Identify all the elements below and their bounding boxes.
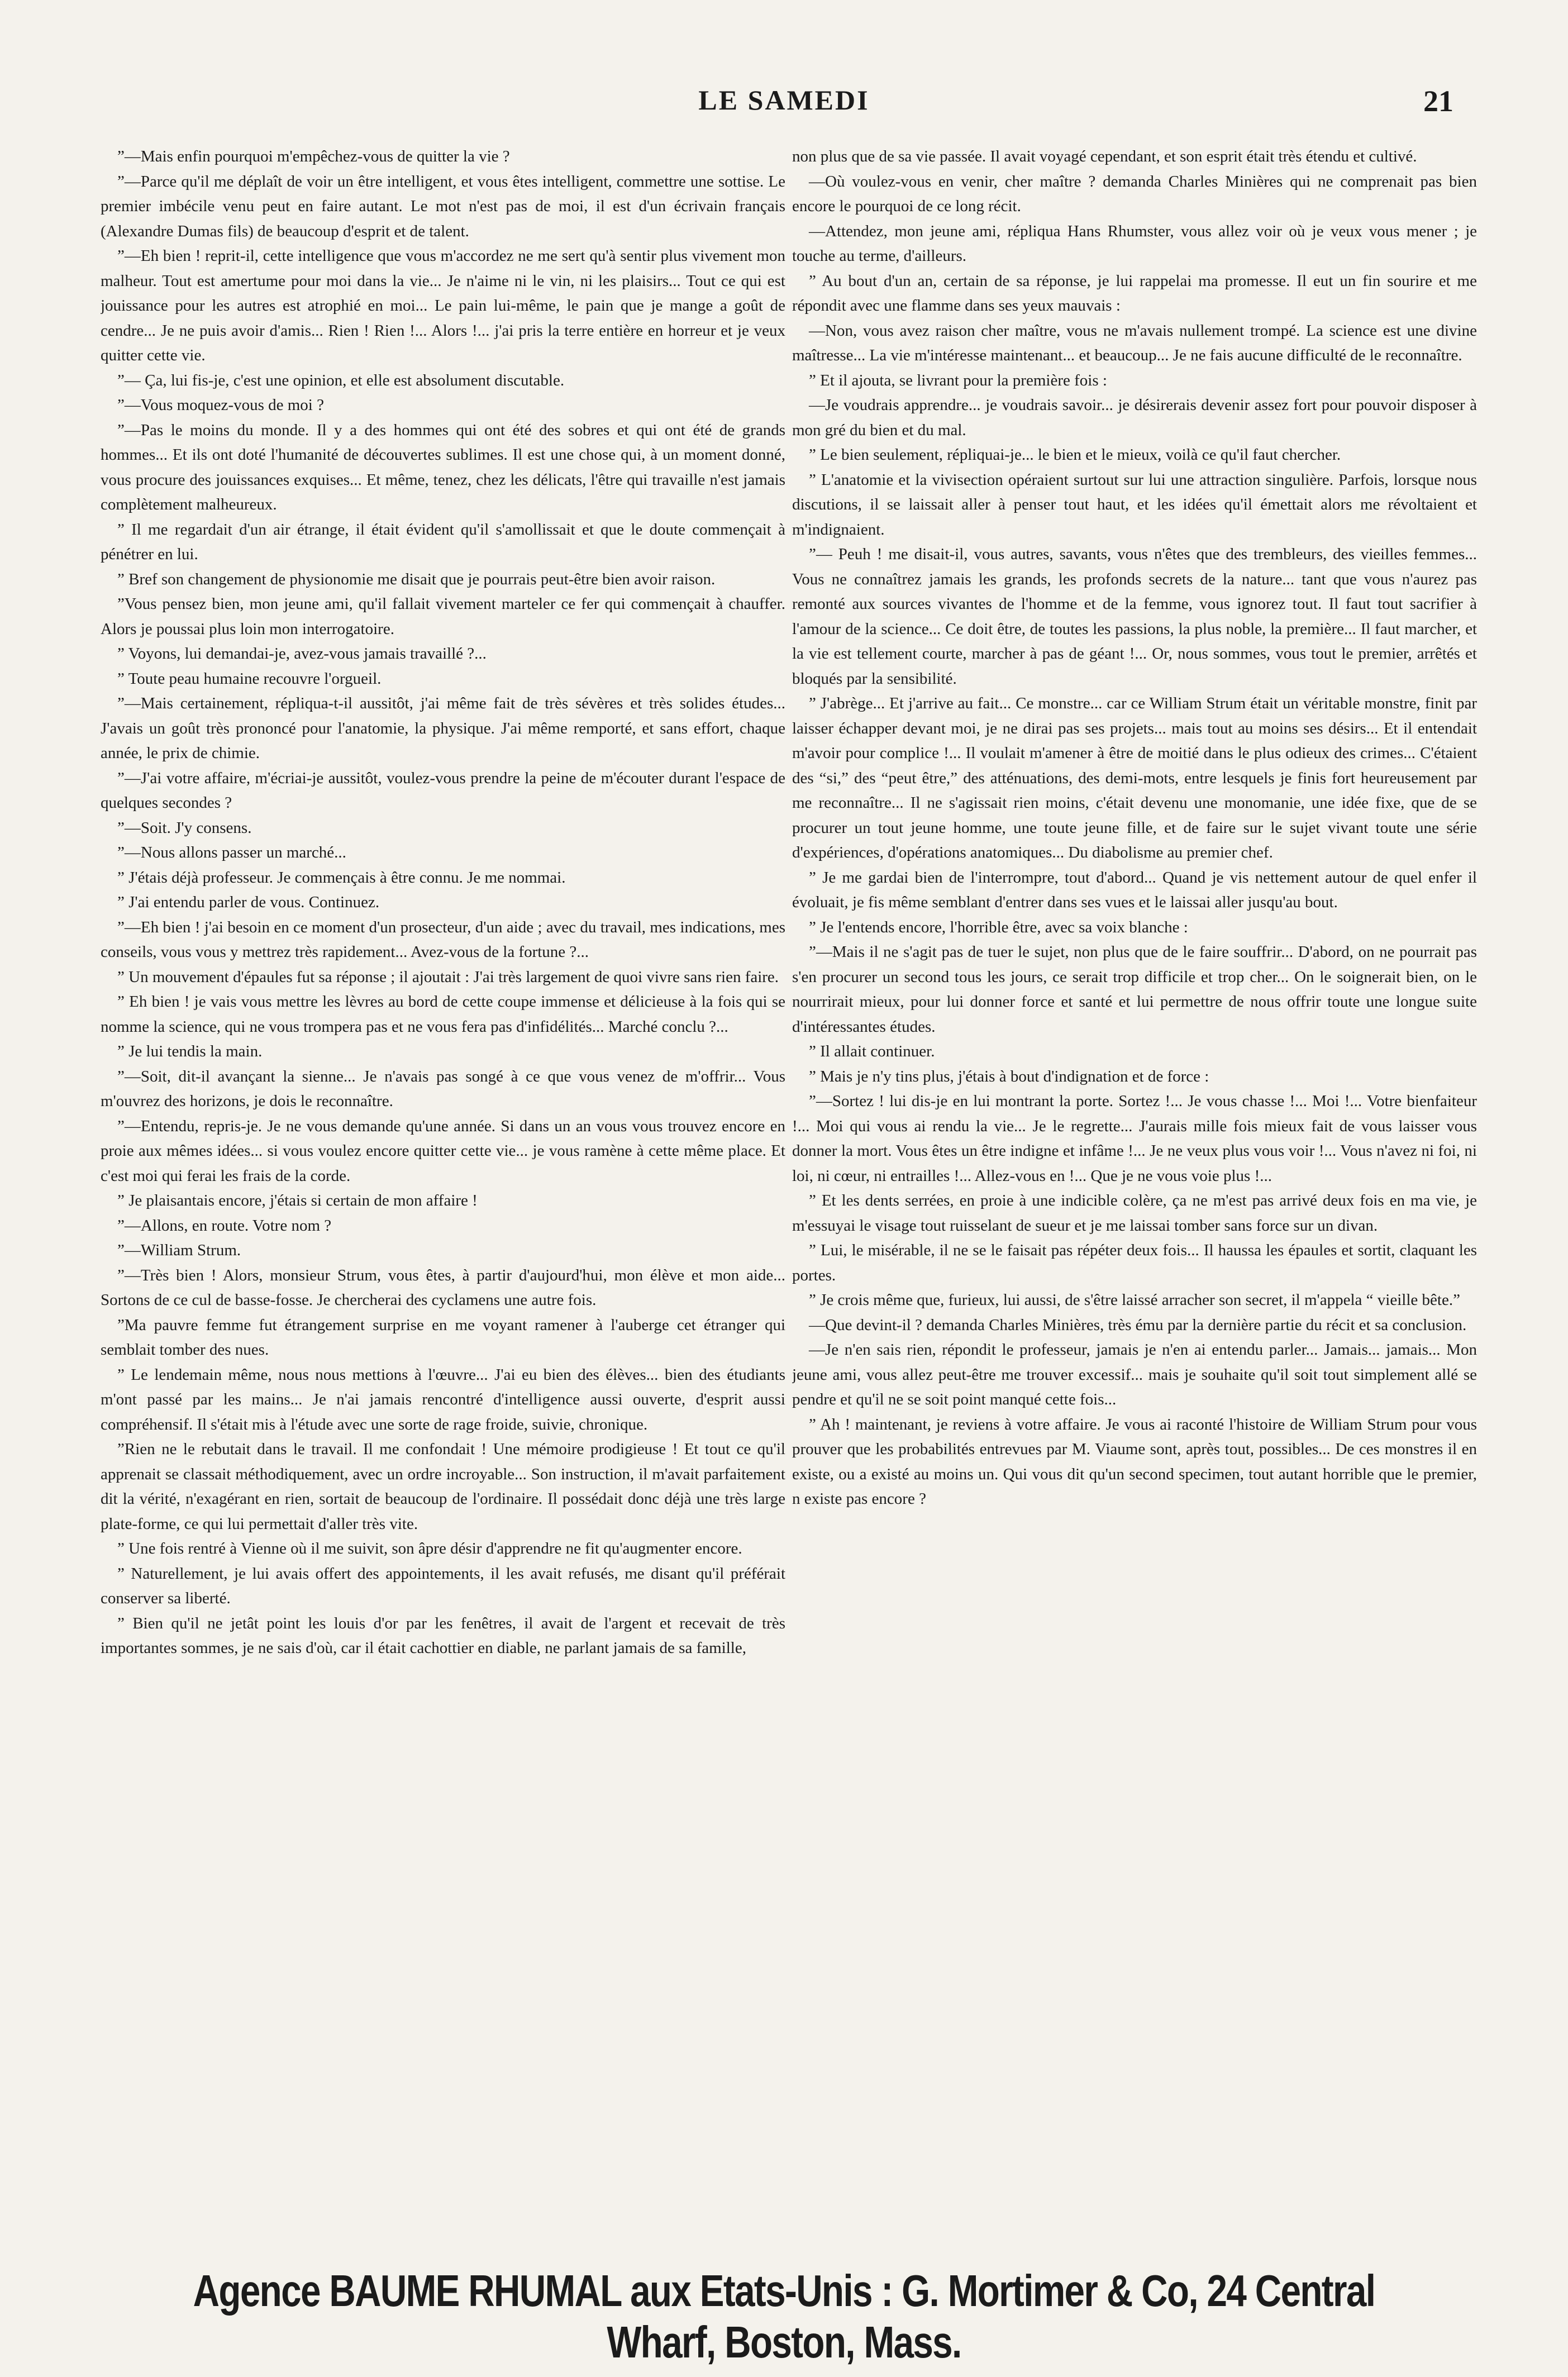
paragraph: ”—William Strum. bbox=[117, 1241, 241, 1259]
paragraph: ” Je me gardai bien de l'interrompre, tout d'abord... Quand je vis nettement autour de quel enfer il évoluait, je fis même semblant d'entrer dans ses vues et le laissai aller jusqu'au bout. bbox=[792, 868, 1477, 911]
paragraph: —Non, vous avez raison cher maître, vous ne m'avais nullement trompé. La science est une divine maîtresse... La vie m'intéresse maintenant... et beaucoup... Je ne fais aucune difficulté de le reconnaître. bbox=[792, 321, 1477, 364]
paragraph: ” Bref son changement de physionomie me disait que je pourrais peut-être bien avoir raison. bbox=[117, 570, 716, 588]
paragraph: ”—Entendu, repris-je. Je ne vous demande qu'une année. Si dans un an vous vous trouvez encore en proie aux mêmes idées... si vous voulez encore quitter cette vie... je vous ramène à cette même place. Et c'est moi qui ferai les frais de la corde. bbox=[101, 1117, 785, 1185]
paragraph: —Je voudrais apprendre... je voudrais savoir... je désirerais devenir assez fort pour pouvoir disposer à mon gré du bien et du mal. bbox=[792, 396, 1477, 439]
paragraph: ” Et il ajouta, se livrant pour la première fois : bbox=[809, 371, 1107, 389]
paragraph: ” Je plaisantais encore, j'étais si certain de mon affaire ! bbox=[117, 1192, 478, 1209]
paragraph: ”Rien ne le rebutait dans le travail. Il me confondait ! Une mémoire prodigieuse ! Et tout ce qu'il apprenait se classait méthodiquement, avec un ordre incroyable... Son instruction, il m'avait parfaitement dit la vérité, n'exagérant en rien, sortait de beaucoup de l'ordinaire. Il possédait donc déjà une très large plate-forme, ce qui lui permettait d'aller très vite. bbox=[101, 1440, 785, 1533]
paragraph: ” Toute peau humaine recouvre l'orgueil. bbox=[117, 669, 382, 688]
left-text-column bbox=[101, 144, 785, 2211]
paragraph: ” L'anatomie et la vivisection opéraient surtout sur lui une attraction singulière. Parfois, lorsque nous discutions, il se laissait aller à penser tout haut, et les idées qu'il émettait alors me révoltaient et m'indignaient. bbox=[792, 470, 1477, 539]
paragraph: ”Vous pensez bien, mon jeune ami, qu'il fallait vivement marteler ce fer qui commençait à chauffer. Alors je poussai plus loin mon interrogatoire. bbox=[101, 595, 785, 638]
paragraph: ” J'ai entendu parler de vous. Continuez. bbox=[117, 893, 380, 911]
paragraph: —Attendez, mon jeune ami, répliqua Hans Rhumster, vous allez voir où je veux vous mener ; je touche au terme, d'ailleurs. bbox=[792, 222, 1477, 265]
paragraph: —Je n'en sais rien, répondit le professeur, jamais je n'en ai entendu parler... Jamais... jamais... Mon jeune ami, vous allez peut-être me trouver excessif... mais je souhaite qu'il soit tout simplement allé se pendre et qu'il ne se soit point manqué cette fois... bbox=[792, 1341, 1477, 1408]
paragraph: ”—Soit. J'y consens. bbox=[117, 818, 252, 837]
paragraph: non plus que de sa vie passée. Il avait voyagé cependant, et son esprit était très étendu et cultivé. bbox=[792, 147, 1417, 165]
paragraph: ” Et les dents serrées, en proie à une indicible colère, ça ne m'est pas arrivé deux fois en ma vie, je m'essuyai le visage tout ruisselant de sueur et je me laissai tomber sans force sur un divan. bbox=[792, 1192, 1477, 1235]
advertisement-footer: Agence BAUME RHUMAL aux Etats-Unis : G. Mortimer & Co, 24 Central Wharf, Boston, Mass. bbox=[193, 2266, 1375, 2367]
paragraph: ”—Sortez ! lui dis-je en lui montrant la porte. Sortez !... Je vous chasse !... Moi !... Votre bienfaiteur !... Moi qui vous ai rendu la vie... Je le regrette... J'aurais mille fois mieux fait de vous laisser vous donner la mort. Vous êtes un être indigne et infâme !... Je ne veux plus vous voir !... Vous n'avez ni foi, ni loi, ni cœur, ni entrailles !... Allez-vous en !... Que je ne vous voie plus !... bbox=[792, 1092, 1477, 1185]
paragraph: ”—Mais certainement, répliqua-t-il aussitôt, j'ai même fait de très sévères et très solides études... J'avais un goût très prononcé pour l'anatomie, la physique. J'ai même remporté, et sans effort, chaque année, le prix de chimie. bbox=[101, 694, 785, 762]
paragraph: ”—Eh bien ! j'ai besoin en ce moment d'un prosecteur, d'un aide ; avec du travail, mes indications, mes conseils, vous vous y mettrez très rapidement... Avez-vous de la fortune ?... bbox=[101, 918, 785, 961]
paragraph: ” J'abrège... Et j'arrive au fait... Ce monstre... car ce William Strum était un véritable monstre, finit par laisser échapper devant moi, je ne dirai pas ses projets... mais tout au moins ses désirs... Et il entendait m'avoir pour complice !... Il voulait m'amener à être de moitié dans le plus odieux des crimes... C'étaient des “si,” des “peut être,” des atténuations, des demi-mots, entre lesquels je finis fort heureusement par me reconnaître... Il ne s'agissait rien moins, c'était devenu une monomanie, une idée fixe, que de se procurer un tout jeune homme, une toute jeune fille, et de faire sur le sujet vivant toute une série d'expériences, d'opérations anatomiques... Du diabolisme au premier chef. bbox=[792, 694, 1477, 861]
paragraph: ”— Peuh ! me disait-il, vous autres, savants, vous n'êtes que des trembleurs, des vieilles femmes... Vous ne connaîtrez jamais les grands, les profonds secrets de la nature... tant que vous n'aurez pas remonté aux sources vivantes de l'homme et de la femme, vous ignorez tout. Il faut tout sacrifier à l'amour de la science... Ce doit être, de toutes les passions, la plus noble, la première... Il faut marcher, et la vie est tellement courte, marcher à pas de géant !... Or, nous sommes, vous tout le premier, arrêtés et bloqués par la sensibilité. bbox=[792, 545, 1477, 688]
paragraph: ” Il me regardait d'un air étrange, il était évident qu'il s'amollissait et que le doute commençait à pénétrer en lui. bbox=[101, 520, 785, 563]
paragraph: ” J'étais déjà professeur. Je commençais à être connu. Je me nommai. bbox=[117, 868, 566, 887]
paragraph: ” Bien qu'il ne jetât point les louis d'or par les fenêtres, il avait de l'argent et recevait de très importantes sommes, je ne sais d'où, car il était cachottier en diable, ne parlant jamais de sa famille, bbox=[101, 1614, 785, 1657]
paragraph: ”—Mais enfin pourquoi m'empêchez-vous de quitter la vie ? bbox=[117, 147, 510, 165]
paragraph: ” Un mouvement d'épaules fut sa réponse ; il ajoutait : J'ai très largement de quoi vivre sans rien faire. bbox=[117, 968, 779, 986]
paragraph: ” Il allait continuer. bbox=[809, 1042, 935, 1060]
paragraph: ”—J'ai votre affaire, m'écriai-je aussitôt, voulez-vous prendre la peine de m'écouter durant l'espace de quelques secondes ? bbox=[101, 769, 785, 812]
paragraph: ” Je crois même que, furieux, lui aussi, de s'être laissé arracher son secret, il m'appela “ vieille bête.” bbox=[809, 1291, 1460, 1309]
paragraph: ” Ah ! maintenant, je reviens à votre affaire. Je vous ai raconté l'histoire de William Strum pour vous prouver que les probabilités entrevues par M. Viaume sont, après tout, possibles... De ces monstres il en existe, ou a existé au moins un. Qui vous dit qu'un second specimen, tout autant horrible que le premier, n existe pas encore ? bbox=[792, 1415, 1477, 1508]
paragraph: ”—Soit, dit-il avançant la sienne... Je n'avais pas songé à ce que vous venez de m'offrir... Vous m'ouvrez des horizons, je dois le reconnaître. bbox=[101, 1067, 785, 1110]
paragraph: ”—Pas le moins du monde. Il y a des hommes qui ont été des sobres et qui ont été de grands hommes... Et ils ont doté l'humanité de découvertes sublimes. Il est une chose qui, à un moment donné, vous procure des jouissances exquises... Et même, tenez, chez les délicats, l'être qui travaille n'est jamais complètement malheureux. bbox=[101, 421, 785, 513]
paragraph: ” Le lendemain même, nous nous mettions à l'œuvre... J'ai eu bien des élèves... bien des étudiants m'ont passé par les mains... Je n'ai jamais rencontré d'intelligence aussi ouverte, d'esprit aussi compréhensif. Il s'était mis à l'étude avec une sorte de rage froide, suivie, chronique. bbox=[101, 1365, 785, 1433]
paragraph: ”—Eh bien ! reprit-il, cette intelligence que vous m'accordez ne me sert qu'à sentir plus vivement mon malheur. Tout est amertume pour moi dans la vie... Je n'aime ni le vin, ni les plaisirs... Tout ce qui est jouissance pour les autres est atrophié en moi... Le pain lui-même, le pain que je mange a goût de cendre... Je ne puis avoir d'amis... Rien ! Rien !... Alors !... j'ai pris la terre entière en horreur et je veux quitter cette vie. bbox=[101, 247, 785, 364]
running-title: LE SAMEDI bbox=[698, 84, 870, 116]
paragraph: ”—Très bien ! Alors, monsieur Strum, vous êtes, à partir d'aujourd'hui, mon élève et mon aide... Sortons de ce cul de basse-fosse. Je chercherai des cyclamens une autre fois. bbox=[101, 1266, 785, 1309]
paragraph: ”—Mais il ne s'agit pas de tuer le sujet, non plus que de le faire souffrir... D'abord, on ne pourrait pas s'en procurer un second tous les jours, ce serait trop difficile et trop cher... On le soignerait bien, on le nourrirait mieux, pour lui donner force et santé et lui permettre de nous offrir toute une longue suite d'intéressantes études. bbox=[792, 943, 1477, 1036]
paragraph: ” Je lui tendis la main. bbox=[117, 1042, 263, 1060]
paragraph: ” Voyons, lui demandai-je, avez-vous jamais travaillé ?... bbox=[117, 645, 487, 663]
paragraph: ” Une fois rentré à Vienne où il me suivit, son âpre désir d'apprendre ne fit qu'augmenter encore. bbox=[117, 1540, 742, 1557]
paragraph: ”— Ça, lui fis-je, c'est une opinion, et elle est absolument discutable. bbox=[117, 371, 565, 389]
right-text-column bbox=[792, 144, 1477, 2211]
paragraph: ”—Nous allons passer un marché... bbox=[117, 844, 346, 861]
paragraph: ” Le bien seulement, répliquai-je... le bien et le mieux, voilà ce qu'il faut chercher. bbox=[809, 446, 1341, 464]
paragraph: —Où voulez-vous en venir, cher maître ? demanda Charles Minières qui ne comprenait pas bien encore le pourquoi de ce long récit. bbox=[792, 172, 1477, 215]
paragraph: ” Eh bien ! je vais vous mettre les lèvres au bord de cette coupe immense et délicieuse à la fois qui se nomme la science, qui ne vous trompera pas et ne vous fera pas d'infidélités... Marché conclu ?... bbox=[101, 993, 785, 1036]
paragraph: ”Ma pauvre femme fut étrangement surprise en me voyant ramener à l'auberge cet étranger qui semblait tomber des nues. bbox=[101, 1316, 785, 1359]
paragraph: —Que devint-il ? demanda Charles Minières, très ému par la dernière partie du récit et sa conclusion. bbox=[809, 1316, 1467, 1334]
paragraph: ” Lui, le misérable, il ne se le faisait pas répéter deux fois... Il haussa les épaules et sortit, claquant les portes. bbox=[792, 1241, 1477, 1284]
paragraph: ” Je l'entends encore, l'horrible être, avec sa voix blanche : bbox=[809, 918, 1188, 936]
page-number: 21 bbox=[1423, 84, 1453, 118]
paragraph: ” Au bout d'un an, certain de sa réponse, je lui rappelai ma promesse. Il eut un fin sourire et me répondit avec une flamme dans ses yeux mauvais : bbox=[792, 271, 1477, 315]
paragraph: ”—Vous moquez-vous de moi ? bbox=[117, 396, 324, 414]
paragraph: ” Naturellement, je lui avais offert des appointements, il les avait refusés, me disant qu'il préférait conserver sa liberté. bbox=[101, 1564, 785, 1607]
paragraph: ” Mais je n'y tins plus, j'étais à bout d'indignation et de force : bbox=[809, 1067, 1209, 1085]
paragraph: ”—Parce qu'il me déplaît de voir un être intelligent, et vous êtes intelligent, commettre une sottise. Le premier imbécile venu peut en faire autant. Le mot n'est pas de moi, il est d'un écrivain français (Alexandre Dumas fils) de beaucoup d'esprit et de talent. bbox=[101, 172, 785, 240]
paragraph: ”—Allons, en route. Votre nom ? bbox=[117, 1216, 332, 1235]
